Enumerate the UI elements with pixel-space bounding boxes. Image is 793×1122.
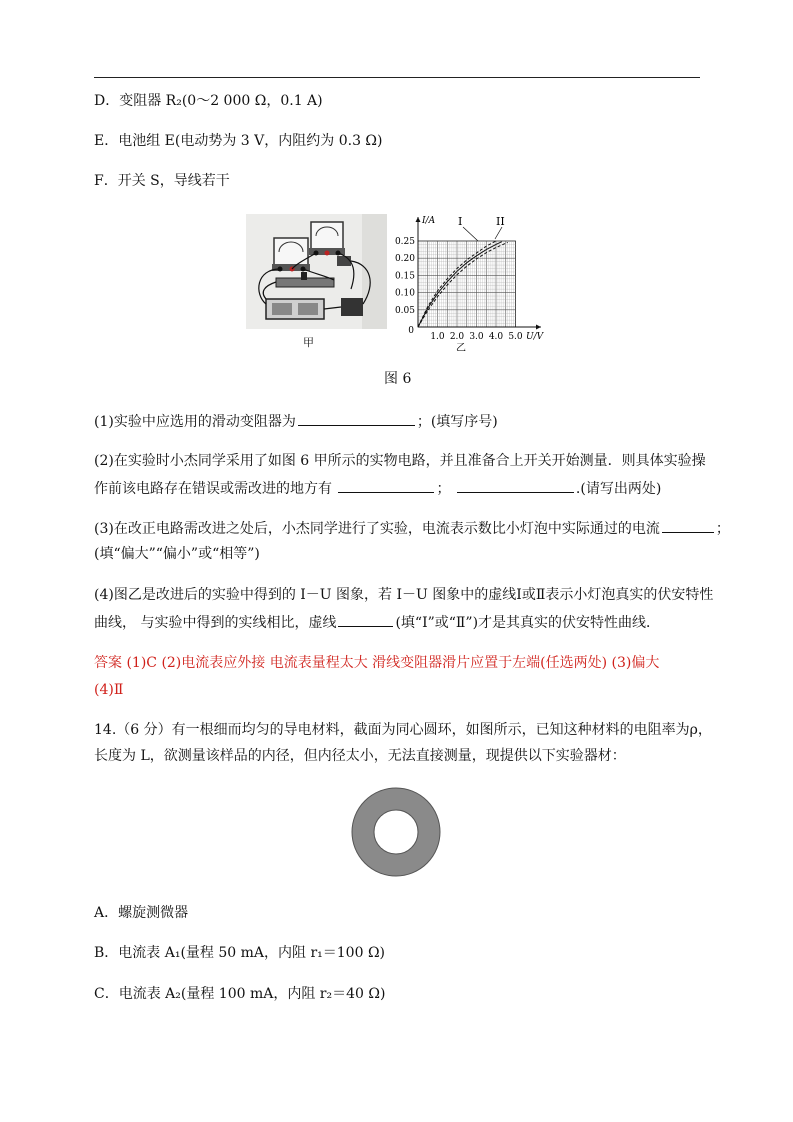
circuit-photo [246,214,387,329]
question-3-line1 [94,518,730,539]
x-axis-label: U/V [526,332,544,342]
y-tick-label: 0.15 [394,271,415,282]
question-4-line1: (4)图乙是改进后的实验中得到的 I－U 图象，若 I－U 图象中的虚线Ⅰ或Ⅱ表示小灯泡真实的伏安特性 [94,587,714,603]
label-yi: 乙 [456,343,466,351]
q4-text: 曲线， 与实验中得到的实线相比，虚线 [94,615,337,631]
q1-text: (1)实验中应选用的滑动变阻器为 [94,414,296,430]
figure-caption: 图 6 [384,371,412,387]
header-rule [94,77,700,78]
item-f: F．开关 S，导线若干 [94,173,230,189]
circuit-photo-drawing [246,214,387,329]
q2-text: 作前该电路存在错误或需改进的地方有 [94,481,332,497]
y-tick-label: 0.25 [394,237,415,247]
x-tick-label: 2.0 [449,332,465,342]
chart-grid [418,241,516,327]
q14-line1: 14.（6 分）有一根细而均匀的导电材料，截面为同心圆环，如图所示，已知这种材料的电阻率为ρ， [94,722,712,738]
q4-blank[interactable] [338,612,393,627]
answer-line2: (4)Ⅱ [94,682,124,698]
q14-item-b: B．电流表 A₁(量程 50 mA，内阻 r₁＝100 Ω) [94,945,386,961]
item-e: E．电池组 E(电动势为 3 V，内阻约为 0.3 Ω) [94,133,383,149]
answer-line1: 答案 (1)C (2)电流表应外接 电流表量程太大 滑线变阻器滑片应置于左端(任选两处) (3)偏大 [94,655,660,671]
q3-text: (3)在改正电路需改进之处后，小杰同学进行了实验，电流表示数比小灯泡中实际通过的电流 [94,521,660,537]
question-2-line2 [94,478,661,499]
x-tick-label: 3.0 [469,332,484,342]
question-4-line2 [94,612,660,633]
q14-item-c: C．电流表 A₂(量程 100 mA，内阻 r₂＝40 Ω) [94,986,386,1002]
label-jia: 甲 [303,336,314,349]
ring-inner [374,810,418,854]
x-tick-label: 1.0 [430,332,445,342]
q3-blank[interactable] [662,518,714,533]
q2-hint: .(请写出两处) [575,481,662,497]
series-label-II: II [496,215,505,228]
iu-chart [392,209,552,351]
series-label-I: I [458,215,463,228]
q2-blank-2[interactable] [457,478,574,493]
question-2-line1: (2)在实验时小杰同学采用了如图 6 甲所示的实物电路，并且准备合上开关开始测量．则具体实验操 [94,453,706,469]
x-tick-label: 5.0 [508,332,523,342]
q14-line2: 长度为 L，欲测量该样品的内径，但内径太小，无法直接测量，现提供以下实验器材： [94,748,626,764]
q14-item-a: A．螺旋测微器 [94,905,189,921]
q2-blank-1[interactable] [338,478,434,493]
q1-hint: ；(填写序号) [416,414,498,430]
y-tick-label: 0.20 [394,254,415,265]
y-axis-arrow [416,217,421,222]
q4-hint: (填“Ⅰ”或“Ⅱ”)才是其真实的伏安特性曲线． [395,615,661,631]
origin-label: 0 [408,326,414,336]
question-1 [94,411,498,432]
question-3-line2: (填“偏大”“偏小”或“相等”) [94,546,260,562]
y-axis-label: I/A [422,216,436,226]
y-tick-label: 0.05 [394,305,415,316]
q2-sep: ； [436,481,451,497]
q1-blank[interactable] [298,411,415,426]
ring-cross-section [351,787,441,877]
series-label-II-leader [495,227,502,239]
y-tick-label: 0.10 [394,288,415,299]
series-label-I-leader [463,227,478,241]
q3-sep: ； [715,521,730,537]
x-axis-arrow [536,325,541,330]
x-tick-label: 4.0 [488,332,504,342]
item-d: D．变阻器 R₂(0～2 000 Ω，0.1 A) [94,93,323,109]
